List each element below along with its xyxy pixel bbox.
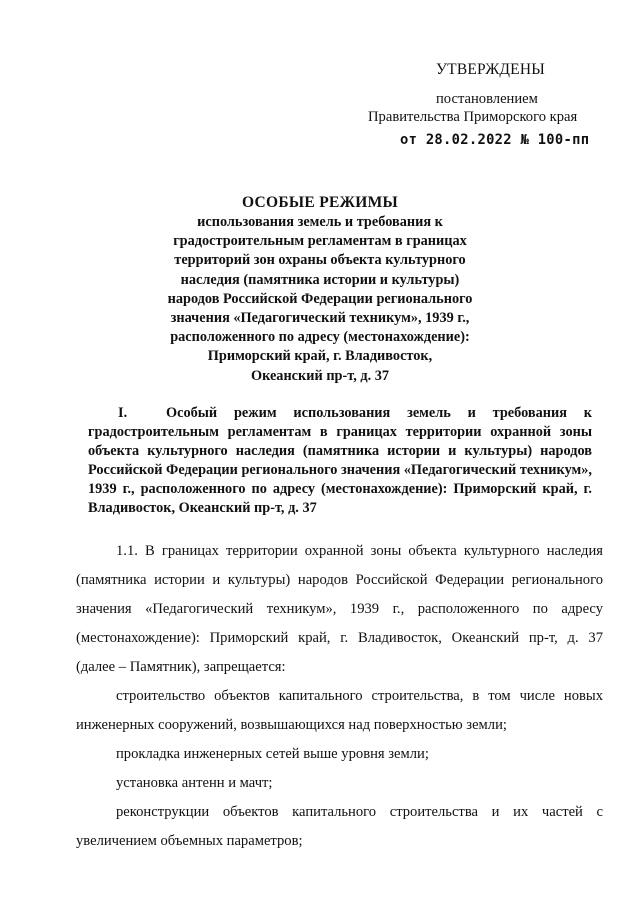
list-item-line: строительство объектов капитального строительства, в том числе новых (116, 688, 603, 704)
paragraph-line: (далее – Памятник), запрещается: (76, 659, 286, 675)
section-number: I. (118, 405, 128, 421)
heading-line: народов Российской Федерации регионального (167, 290, 473, 307)
heading-line: Океанский пр-т, д. 37 (250, 367, 390, 384)
section-heading (88, 404, 592, 517)
section-text: Особый режим использования земель и требования к градостроительным регламентам в границах территории охранной зоны объекта культурного наследия (памятника истории и культуры) народов Российской Федерации регионального значения «Педагогический техникум», 1939 г., расположенного по адресу (местонахождение): Приморский край, г. Владивосток, Океанский пр-т, д. 37 (88, 405, 592, 516)
list-item-line: увеличением объемных параметров; (76, 833, 303, 849)
list-item: прокладка инженерных сетей выше уровня земли; (116, 746, 429, 762)
heading-line: расположенного по адресу (местонахождение): (170, 329, 470, 346)
paragraph-line: (местонахождение): Приморский край, г. Владивосток, Океанский пр-т, д. 37 (76, 630, 603, 646)
heading-line: наследия (памятника истории и культуры) (180, 271, 460, 288)
heading-line: использования земель и требования к (197, 214, 443, 230)
paragraph-line: 1.1. В границах территории охранной зоны объекта культурного наследия (116, 543, 603, 559)
paragraph-line: значения «Педагогический техникум», 1939 г., расположенного по адресу (76, 601, 603, 617)
document-heading (90, 192, 550, 386)
approval-by: постановлением (436, 91, 538, 107)
heading-line: градостроительным регламентам в границах (173, 233, 467, 250)
list-item-line: реконструкции объектов капитального строительства и их частей с (116, 804, 603, 820)
approval-number: от 28.02.2022 № 100-пп (400, 132, 590, 148)
list-item-line: инженерных сооружений, возвышающихся над поверхностью земли; (76, 717, 507, 733)
list-item: установка антенн и мачт; (116, 775, 273, 791)
heading-line: Приморский край, г. Владивосток, (207, 348, 433, 365)
heading-main: ОСОБЫЕ РЕЖИМЫ (241, 194, 399, 211)
approval-title: УТВЕРЖДЕНЫ (436, 61, 545, 78)
paragraph-line: (памятника истории и культуры) народов Российской Федерации регионального (76, 572, 603, 588)
heading-line: значения «Педагогический техникум», 1939 г., (170, 310, 470, 327)
approval-government: Правительства Приморского края (368, 109, 578, 125)
heading-line: территорий зон охраны объекта культурного (174, 252, 466, 269)
